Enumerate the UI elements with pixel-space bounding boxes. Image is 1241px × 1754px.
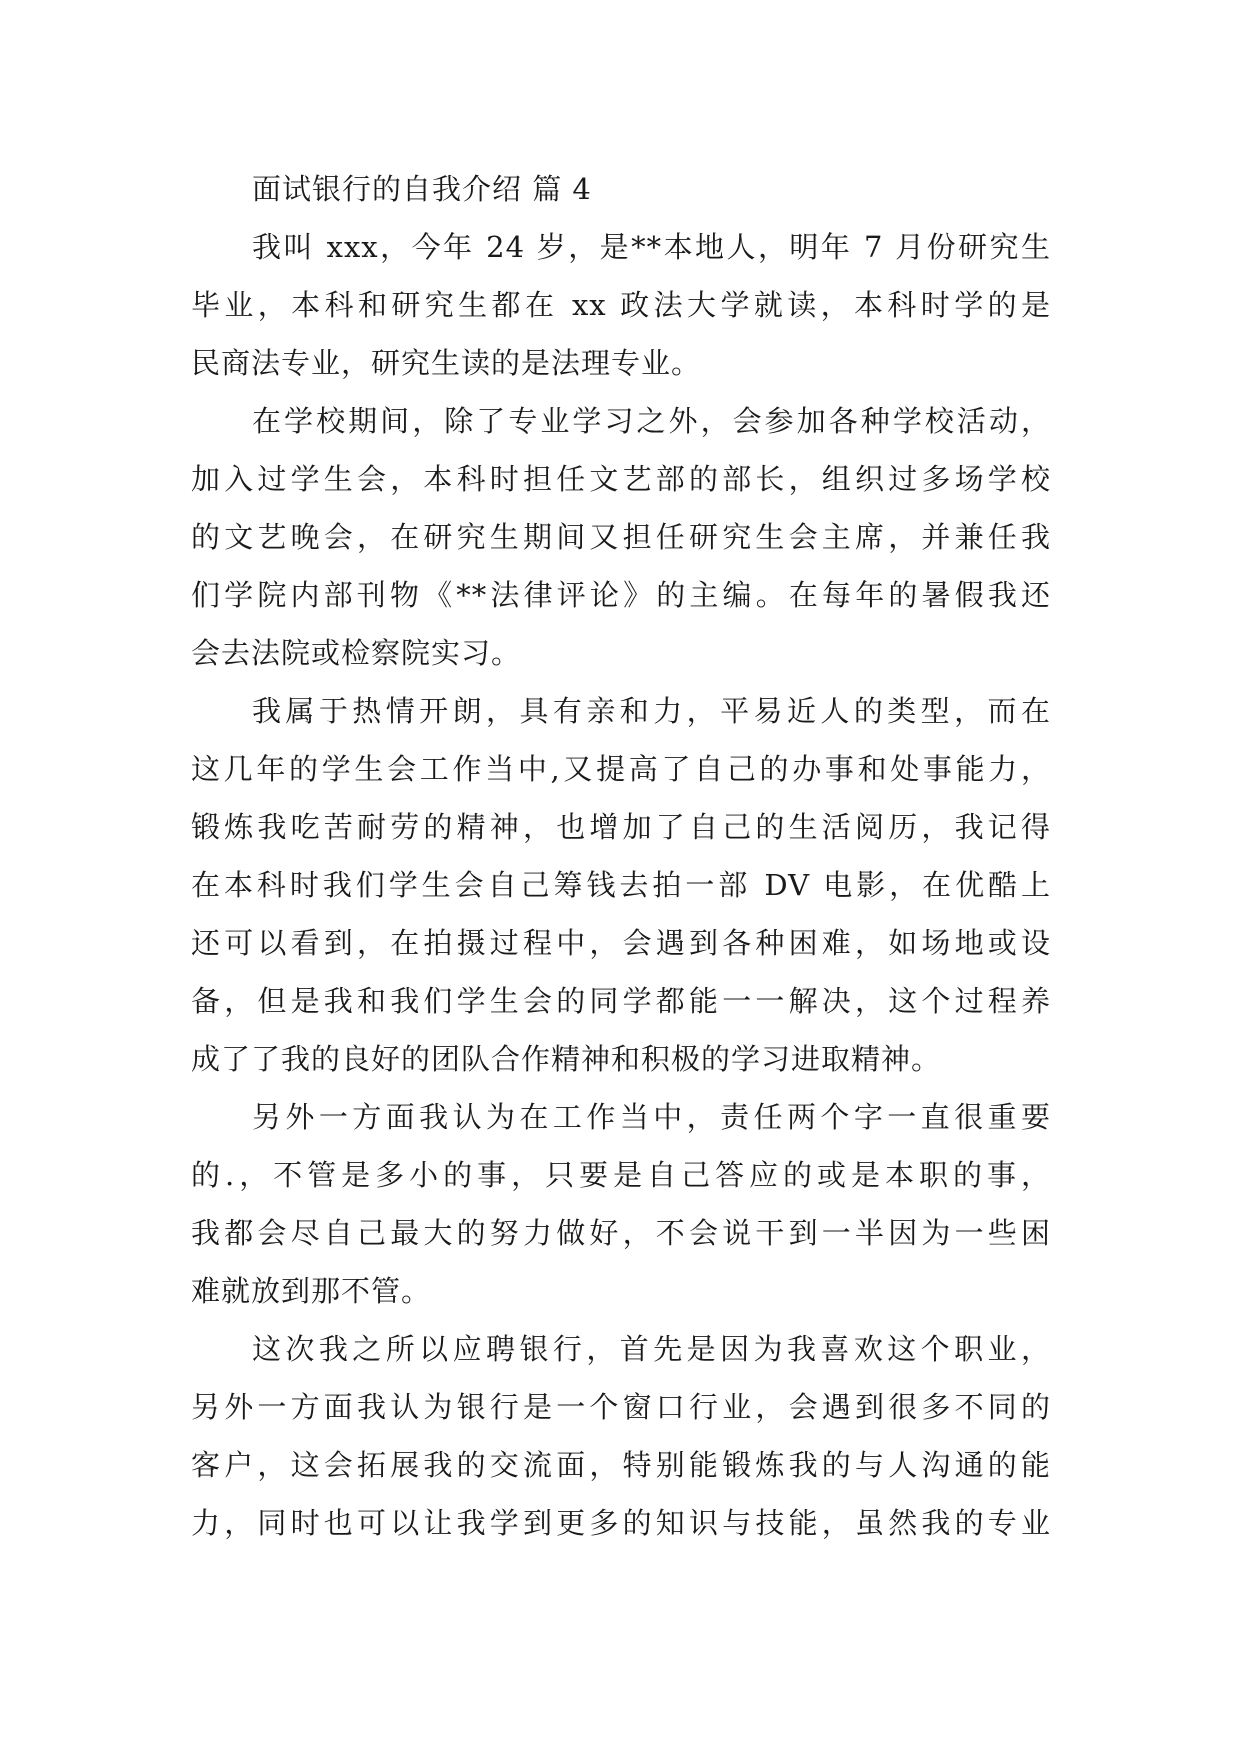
text-line: 民商法专业，研究生读的是法理专业。 [191,346,702,380]
text-line: 在学校期间，除了专业学习之外，会参加各种学校活动， [252,404,1051,438]
text-line: 成了了我的良好的团队合作精神和积极的学习进取精神。 [191,1042,942,1076]
text-line: 还可以看到，在拍摄过程中，会遇到各种困难，如场地或设 [191,926,1051,960]
text-line: 加入过学生会，本科时担任文艺部的部长，组织过多场学校 [191,462,1051,496]
text-line: 另外一方面我认为在工作当中，责任两个字一直很重要 [252,1100,1051,1134]
text-line: 我属于热情开朗，具有亲和力，平易近人的类型，而在 [252,694,1051,728]
text-line: 毕业，本科和研究生都在 xx 政法大学就读，本科时学的是 [191,288,1051,322]
text-line: 的.，不管是多小的事，只要是自己答应的或是本职的事， [191,1158,1051,1192]
text-line: 我都会尽自己最大的努力做好，不会说干到一半因为一些困 [191,1216,1051,1250]
paragraph-5 [191,1320,1051,1552]
text-line: 在本科时我们学生会自己筹钱去拍一部 DV 电影，在优酷上 [191,868,1051,902]
text-line: 锻炼我吃苦耐劳的精神，也增加了自己的生活阅历，我记得 [191,810,1051,844]
text-line: 力，同时也可以让我学到更多的知识与技能，虽然我的专业 [191,1506,1051,1540]
paragraph-2 [191,392,1051,682]
text-line: 难就放到那不管。 [191,1274,432,1308]
document-heading: 面试银行的自我介绍 篇 4 [252,172,592,206]
text-line: 客户，这会拓展我的交流面，特别能锻炼我的与人沟通的能 [191,1448,1051,1482]
paragraph-3 [191,682,1051,1088]
text-line: 这几年的学生会工作当中,又提高了自己的办事和处事能力， [191,752,1051,786]
text-line: 我叫 xxx，今年 24 岁，是**本地人，明年 7 月份研究生 [252,230,1051,264]
paragraph-4 [191,1088,1051,1320]
text-line: 的文艺晚会，在研究生期间又担任研究生会主席，并兼任我 [191,520,1051,554]
text-line: 这次我之所以应聘银行，首先是因为我喜欢这个职业， [252,1332,1051,1366]
text-line: 备，但是我和我们学生会的同学都能一一解决，这个过程养 [191,984,1051,1018]
paragraph-1 [191,218,1051,392]
text-line: 会去法院或检察院实习。 [191,636,522,670]
document-body [191,160,1051,1552]
text-line: 们学院内部刊物《**法律评论》的主编。在每年的暑假我还 [191,578,1051,612]
text-line: 另外一方面我认为银行是一个窗口行业，会遇到很多不同的 [191,1390,1051,1424]
